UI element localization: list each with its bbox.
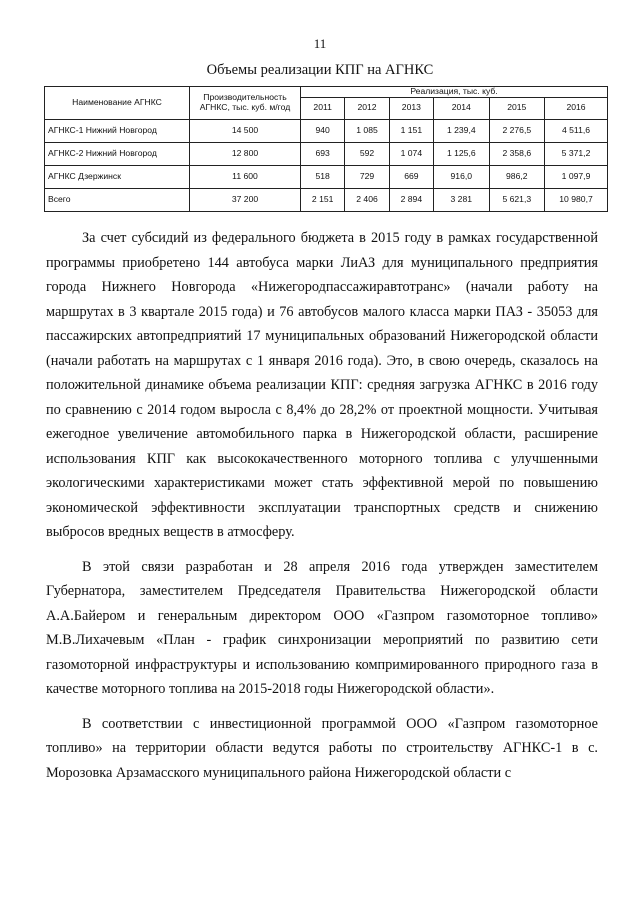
sales-value: 4 511,6 bbox=[545, 119, 608, 142]
station-capacity: 11 600 bbox=[190, 165, 301, 188]
sales-value: 916,0 bbox=[434, 165, 490, 188]
sales-value: 669 bbox=[389, 165, 433, 188]
sales-value: 1 151 bbox=[389, 119, 433, 142]
sales-value: 3 281 bbox=[434, 188, 490, 211]
year-header: 2013 bbox=[389, 97, 433, 119]
sales-value: 1 125,6 bbox=[434, 142, 490, 165]
sales-value: 2 406 bbox=[345, 188, 389, 211]
sales-value: 2 151 bbox=[301, 188, 345, 211]
sales-value: 5 621,3 bbox=[489, 188, 545, 211]
year-header: 2012 bbox=[345, 97, 389, 119]
sales-value: 518 bbox=[301, 165, 345, 188]
sales-value: 1 239,4 bbox=[434, 119, 490, 142]
table-row-total bbox=[45, 188, 608, 211]
sales-value: 5 371,2 bbox=[545, 142, 608, 165]
header-name: Наименование АГНКС bbox=[45, 87, 190, 120]
body-text bbox=[46, 226, 598, 785]
header-capacity: Производительность АГНКС, тыс. куб. м/год bbox=[190, 87, 301, 120]
header-sales: Реализация, тыс. куб. bbox=[301, 87, 608, 98]
year-header: 2015 bbox=[489, 97, 545, 119]
sales-value: 693 bbox=[301, 142, 345, 165]
station-name: Всего bbox=[45, 188, 190, 211]
year-header: 2016 bbox=[545, 97, 608, 119]
sales-value: 729 bbox=[345, 165, 389, 188]
table-title: Объемы реализации КПГ на АГНКС bbox=[206, 62, 434, 78]
station-capacity: 14 500 bbox=[190, 119, 301, 142]
station-capacity: 37 200 bbox=[190, 188, 301, 211]
sales-value: 986,2 bbox=[489, 165, 545, 188]
sales-value: 2 276,5 bbox=[489, 119, 545, 142]
station-capacity: 12 800 bbox=[190, 142, 301, 165]
sales-value: 592 bbox=[345, 142, 389, 165]
table-row bbox=[45, 142, 608, 165]
sales-value: 1 074 bbox=[389, 142, 433, 165]
sales-value: 1 085 bbox=[345, 119, 389, 142]
table-row bbox=[45, 165, 608, 188]
sales-value: 10 980,7 bbox=[545, 188, 608, 211]
year-header: 2011 bbox=[301, 97, 345, 119]
paragraph: В этой связи разработан и 28 апреля 2016 года утвержден заместителем Губернатора, заместителем Председателя Правительства Нижегородской области А.А.Байером и генеральным директором ООО «Газпром газомоторное топливо» М.В.Лихачевым «План - график синхронизации мероприятий по развитию сети газомоторной инфраструктуры и использованию компримированного природного газа в качестве моторного топлива на 2015-2018 годы Нижегородской области». bbox=[46, 558, 598, 697]
sales-table bbox=[44, 86, 608, 212]
page-number: 11 bbox=[313, 36, 327, 51]
paragraph: В соответствии с инвестиционной программой ООО «Газпром газомоторное топливо» на территории области ведутся работы по строительству АГНКС-1 в с. Морозовка Арзамасского муниципального района Нижегородской области с bbox=[46, 715, 598, 781]
sales-value: 1 097,9 bbox=[545, 165, 608, 188]
sales-value: 2 894 bbox=[389, 188, 433, 211]
table-row bbox=[45, 119, 608, 142]
station-name: АГНКС-2 Нижний Новгород bbox=[45, 142, 190, 165]
station-name: АГНКС-1 Нижний Новгород bbox=[45, 119, 190, 142]
station-name: АГНКС Дзержинск bbox=[45, 165, 190, 188]
sales-value: 2 358,6 bbox=[489, 142, 545, 165]
sales-value: 940 bbox=[301, 119, 345, 142]
paragraph: За счет субсидий из федерального бюджета в 2015 году в рамках государственной программы приобретено 144 автобуса марки ЛиАЗ для муниципального предприятия города Нижнего Новгорода «Нижегородпассажиравтотранс» (начали работу на маршрутах в 3 квартале 2015 года) и 76 автобусов малого класса марки ПАЗ - 35053 для пассажирских автопредприятий 17 муниципальных образований Нижегородской области (начали работать на маршрутах с 1 января 2016 года). Это, в свою очередь, сказалось на положительной динамике объема реализации КПГ: средняя загрузка АГНКС в 2016 году по сравнению с 2014 годом выросла с 8,4% до 28,2% от проектной мощности. Учитывая ежегодное увеличение автомобильного парка в Нижегородской области, расширение использования КПГ как высококачественного моторного топлива с улучшенными экологическими характеристиками может стать эффективной мерой по повышению экономической эффективности эксплуатации транспортных средств и снижению выбросов вредных веществ в атмосферу. bbox=[46, 230, 598, 540]
year-header: 2014 bbox=[434, 97, 490, 119]
